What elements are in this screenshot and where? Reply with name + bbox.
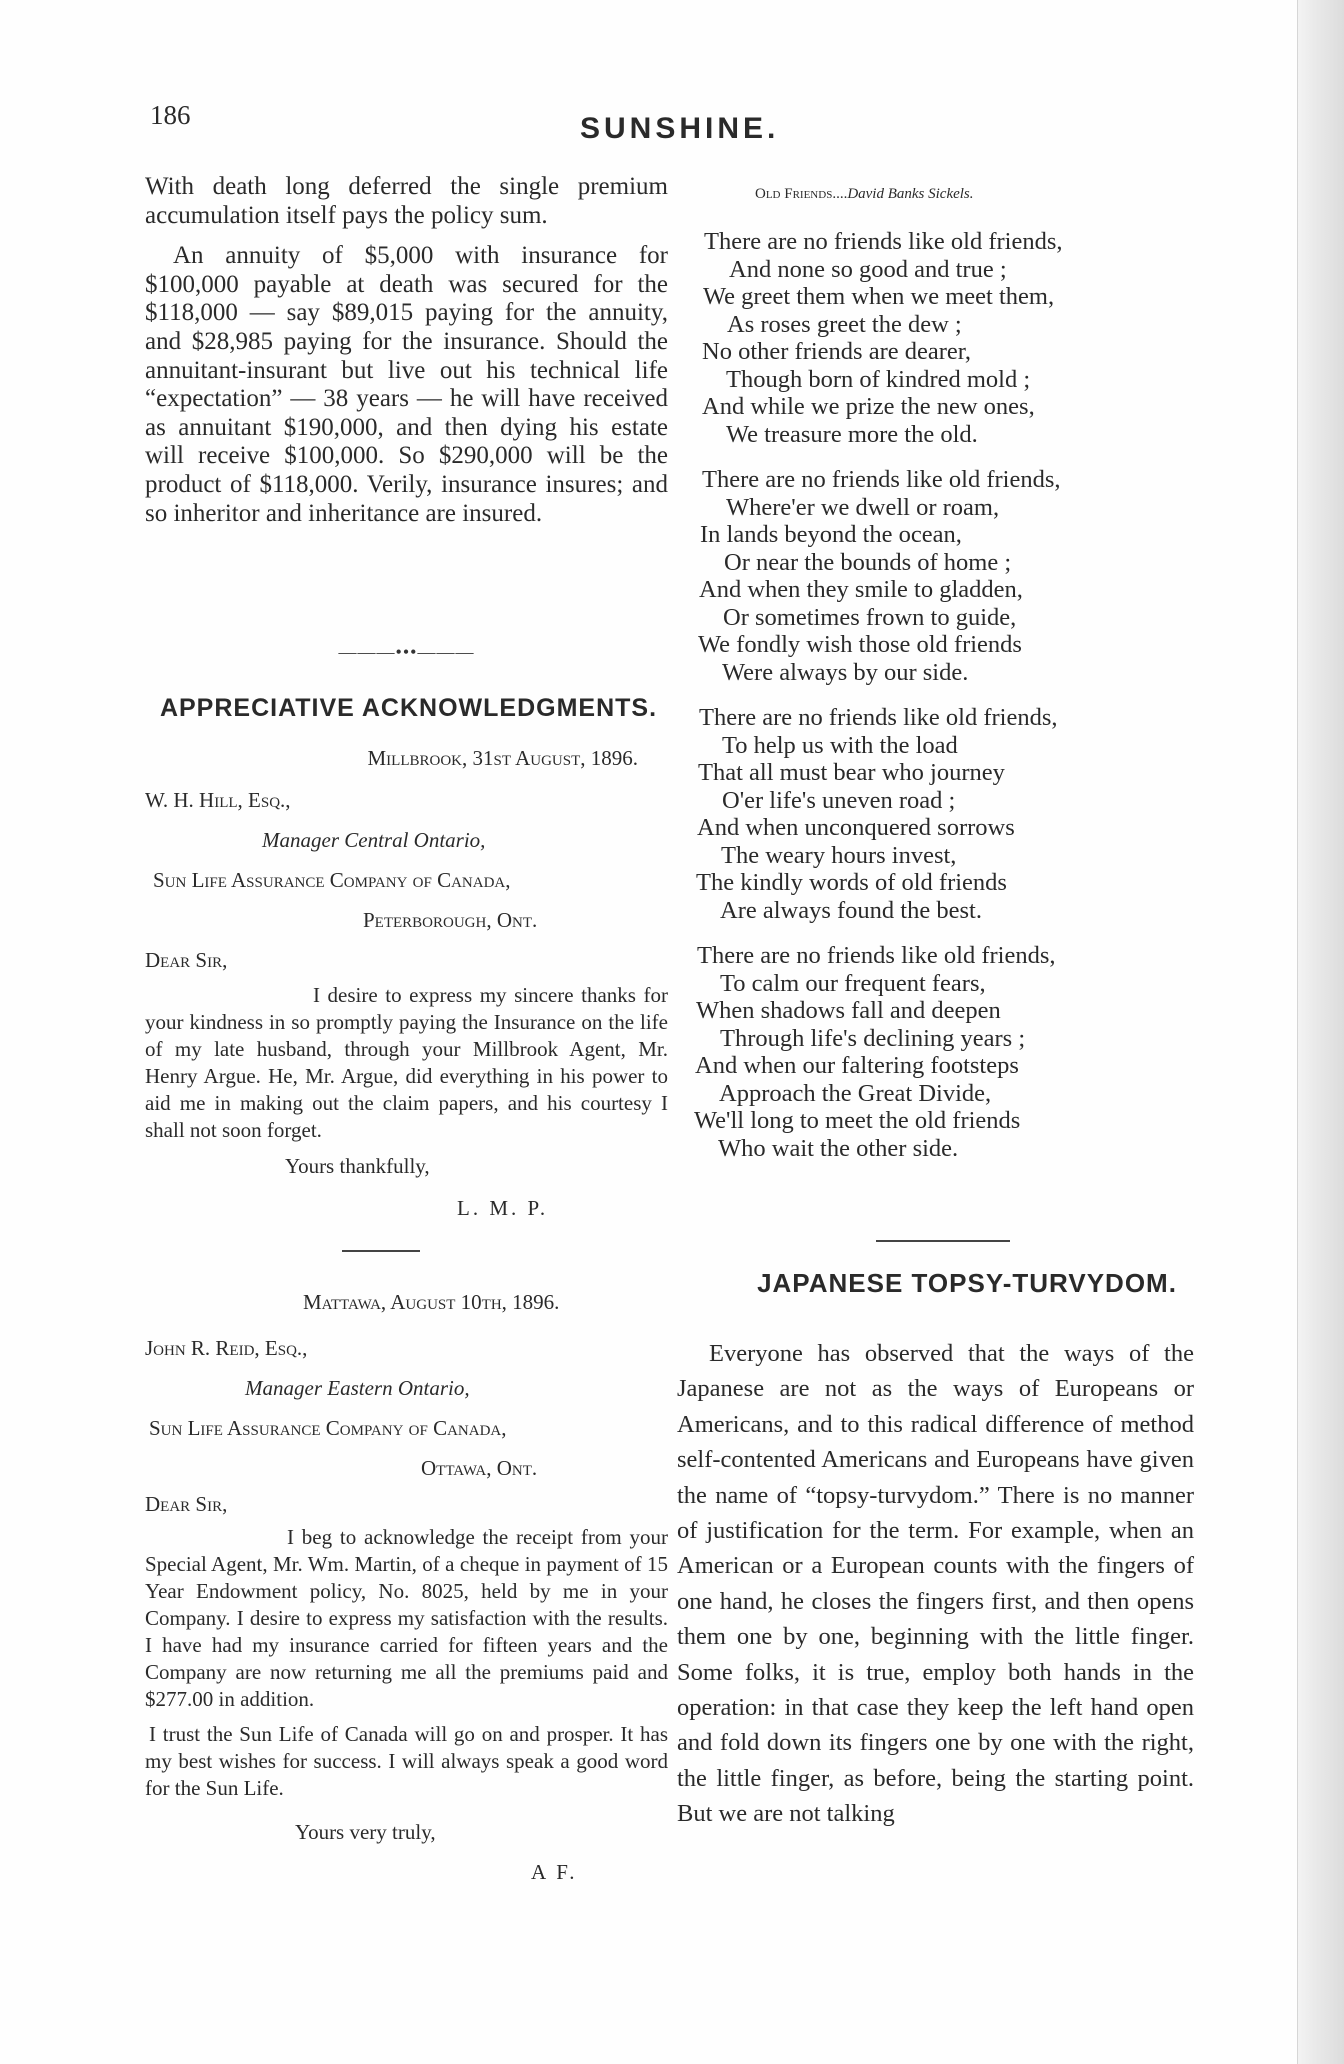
article-body-column [677,1336,1194,1832]
poem-stanza [672,942,1192,1162]
page-number: 186 [150,100,191,130]
poem-line: The kindly words of old friends [696,869,1007,896]
poem-line: There are no friends like old friends, [702,466,1061,493]
poem-line: Approach the Great Divide, [719,1079,992,1107]
poem-line: We greet them when we meet them, [703,283,1055,310]
letter-2-body: I beg to acknowledge the receipt from your Special Agent, Mr. Wm. Martin, of a cheque in payment of 15 Year Endowment policy, No. 8025, held by me in your Company. I desire to express my satisfaction with the results. I have had my insurance carried for fifteen years and the Company are now returning me all the premiums paid and $277.00 in addition. [145,1525,668,1711]
letter-2-place-date: Mattawa, August 10th, 1896. [303,1290,560,1314]
running-title: SUNSHINE. [580,112,780,145]
letter-1-signature: L. M. P. [457,1196,549,1220]
poem-line: Were always by our side. [722,658,969,686]
letter-2-signature: A F. [531,1860,578,1884]
letter-2-company: Sun Life Assurance Company of Canada, [149,1416,507,1440]
page-edge-shadow [1297,0,1344,2064]
poem-line: We'll long to meet the old friends [694,1107,1021,1134]
poem-line: We treasure more the old. [726,420,978,448]
letter-1-addressee: W. H. Hill, Esq., [145,788,291,812]
poem-title: Old Friends.... [755,186,848,202]
poem-line: When shadows fall and deepen [696,997,1001,1024]
poem-line: O'er life's uneven road ; [722,786,956,814]
poem-author: David Banks Sickels. [847,186,974,202]
letter-1-city: Peterborough, Ont. [363,908,538,932]
poem-line: No other friends are dearer, [702,338,972,365]
intro-paragraph-1: With death long deferred the single premium accumulation itself pays the policy sum. [145,173,668,229]
poem-line: As roses greet the dew ; [727,310,962,338]
poem-line: That all must bear who journey [698,759,1005,786]
poem-stanza [672,704,1192,924]
poem-title-line [755,186,974,203]
acknowledgments-heading: APPRECIATIVE ACKNOWLEDGMENTS. [159,694,658,722]
poem-stanza [672,228,1192,448]
poem-stanza [672,466,1192,686]
poem-line: The weary hours invest, [721,841,957,869]
poem-line: We fondly wish those old friends [698,631,1022,658]
letter-1-salutation: Dear Sir, [145,948,228,972]
letter-2-closing: Yours very truly, [295,1820,436,1844]
letter-1-company: Sun Life Assurance Company of Canada, [153,868,511,892]
poem-line: Who wait the other side. [718,1134,959,1162]
poem [672,228,1192,1180]
poem-line: Are always found the best. [720,896,982,924]
poem-line: Where'er we dwell or roam, [726,493,1000,521]
poem-line: And when unconquered sorrows [697,814,1015,841]
letter-2-city: Ottawa, Ont. [421,1456,538,1480]
letter-2-addressee: John R. Reid, Esq., [145,1336,308,1360]
poem-line: And while we prize the new ones, [702,393,1035,420]
letter-1-closing: Yours thankfully, [285,1154,430,1178]
letter-separator [342,1250,420,1252]
letter-2-role: Manager Eastern Ontario, [245,1376,470,1400]
poem-line: There are no friends like old friends, [704,228,1063,255]
letter-2 [145,1288,668,1886]
letter-1-place-date: Millbrook, 31st August, 1896. [367,746,638,770]
poem-line: And when our faltering footsteps [695,1052,1019,1079]
poem-line: To help us with the load [722,731,958,759]
letter-1 [145,744,668,1222]
poem-line: Or sometimes frown to guide, [723,603,1017,631]
letter-1-role: Manager Central Ontario, [262,828,486,852]
letter-2-body-continued: I trust the Sun Life of Canada will go on and prosper. It has my best wishes for success. I will always speak a good word for the Sun Life. [145,1722,668,1800]
article-heading: JAPANESE TOPSY-TURVYDOM. [757,1268,1177,1298]
article-separator [876,1240,1010,1242]
poem-line: In lands beyond the ocean, [700,521,962,548]
poem-line: There are no friends like old friends, [697,942,1056,969]
poem-line: And when they smile to gladden, [699,576,1023,603]
letter-2-salutation: Dear Sir, [145,1492,228,1516]
poem-line: And none so good and true ; [729,255,1007,283]
intro-paragraph-2: An annuity of $5,000 with insurance for $100,000 payable at death was secured for the $118,000 — say $89,015 paying for the annuity, and $28,985 paying for the insurance. Should the annuitant-insurant but live out his technical life “expectation” — 38 years — he will have received as annuitant $190,000, and then dying his estate will receive $100,000. So $290,000 will be the product of $118,000. Verily, insurance insures; and so inheritor and inheritance are insured. [145,242,668,527]
letter-1-body: I desire to express my sincere thanks for your kindness in so promptly paying the Insurance on the life of my late husband, through your Millbrook Agent, Mr. Henry Argue. He, Mr. Argue, did everything in his power to aid me in making out the claim papers, and his courtesy I shall not soon forget. [145,983,668,1142]
section-ornament: ———•••——— [338,642,475,662]
left-column [145,173,668,528]
poem-line: Though born of kindred mold ; [726,365,1031,393]
poem-line: To calm our frequent fears, [720,969,986,997]
article-body: Everyone has observed that the ways of the Japanese are not as the ways of Europeans or Americans, and to this radical difference of method self-contented Americans and Europeans have given the name of “topsy-turvydom.” There is no manner of justification for the term. For example, when an American or a European counts with the fingers of one hand, he closes the fingers first, and then opens them one by one, beginning with the little finger. Some folks, it is true, employ both hands in the operation: in that case they keep the left hand open and fold down its fingers one by one with the right, the little finger, as before, being the starting point. But we are not talking [677,1340,1194,1828]
poem-line: Through life's declining years ; [720,1024,1026,1052]
poem-line: There are no friends like old friends, [699,704,1058,731]
poem-line: Or near the bounds of home ; [724,548,1012,576]
